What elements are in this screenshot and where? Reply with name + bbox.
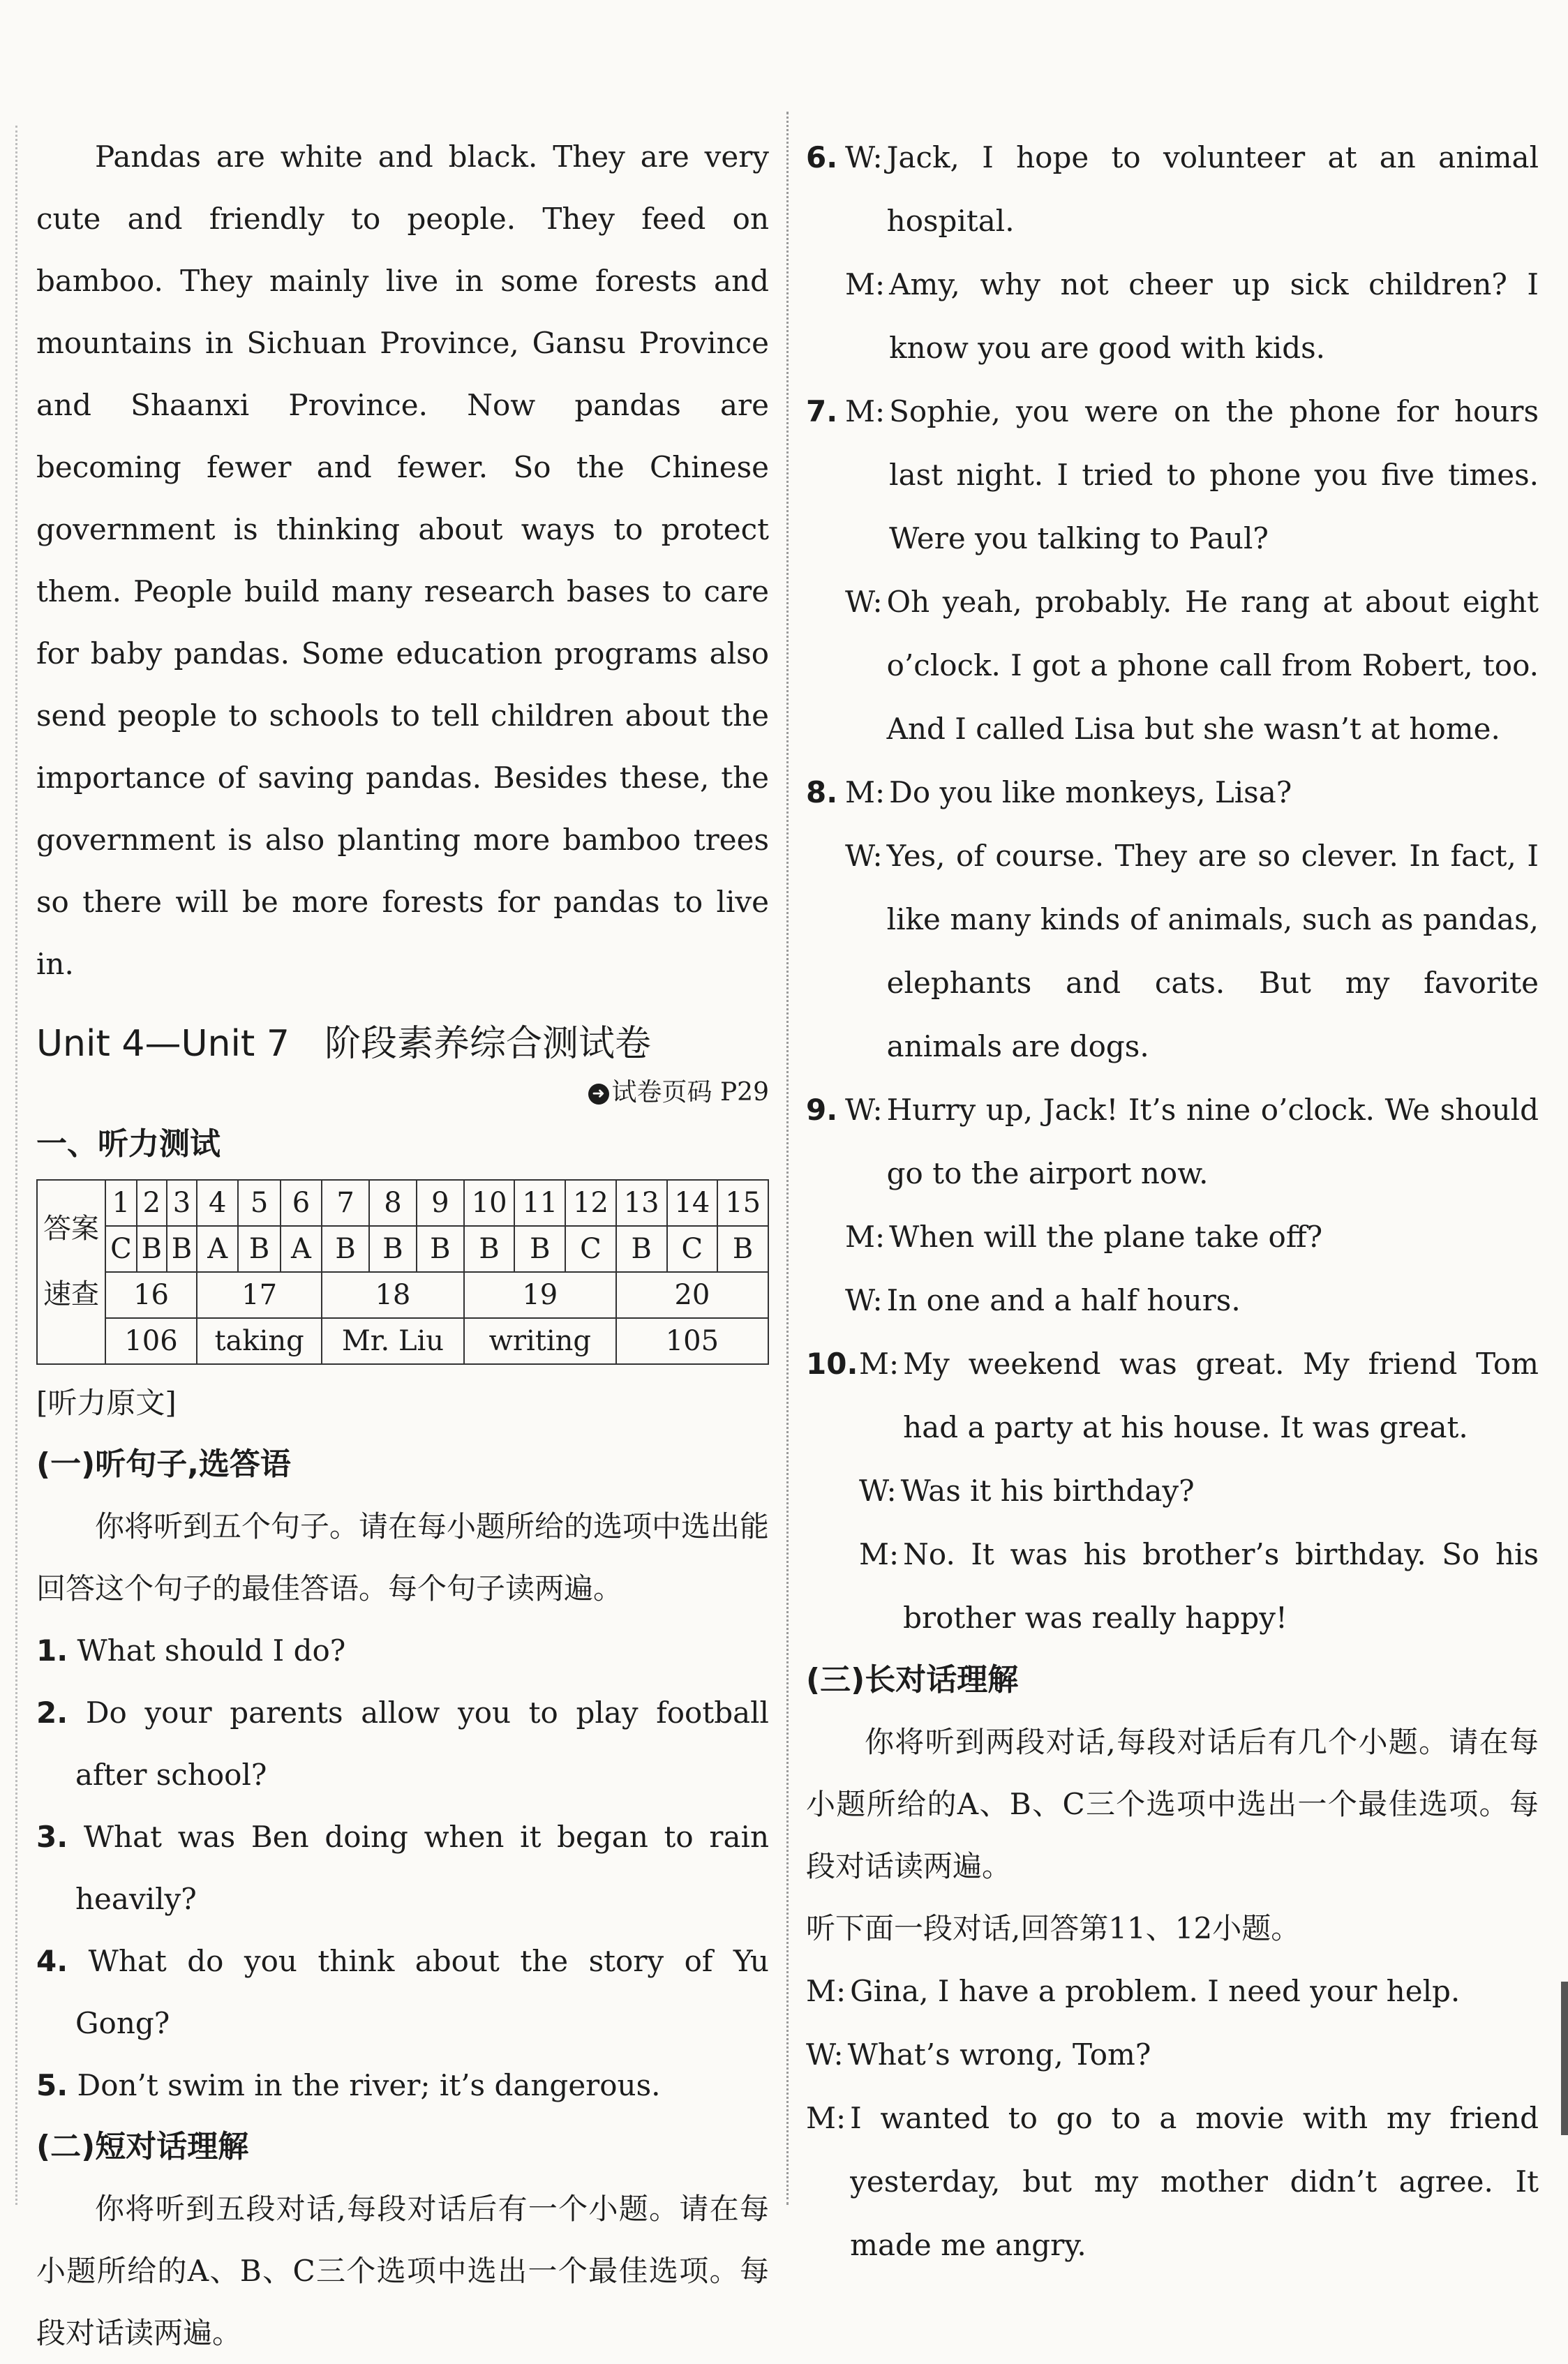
- table-cell: Mr. Liu: [322, 1318, 464, 1364]
- speaker-label: M:: [806, 2101, 846, 2135]
- dialogue-text: Oh yeah, probably. He rang at about eight o’clock. I got a phone call from Robert, too. And I called Lisa but she wasn’t at home.: [886, 585, 1539, 746]
- table-row: [37, 1272, 768, 1318]
- question-number: 8.: [806, 775, 838, 809]
- question-number: 4.: [36, 1944, 68, 1978]
- table-cell: A: [281, 1226, 322, 1272]
- left-margin-rule: [15, 126, 17, 2205]
- part2-heading: (二)短对话理解: [36, 2129, 249, 2164]
- dialogue-line: [806, 2023, 1539, 2086]
- speaker-label: W:: [859, 1474, 897, 1508]
- list-item: [36, 1682, 769, 1806]
- part3-subinstruction: 听下面一段对话,回答第11、12小题。: [806, 1911, 1301, 1945]
- table-cell: 106: [105, 1318, 197, 1364]
- left-column: [36, 126, 769, 2364]
- table-cell: 16: [105, 1272, 197, 1318]
- dialogue-text: What’s wrong, Tom?: [847, 2037, 1151, 2072]
- dialogue-line: [806, 824, 1539, 1078]
- dialogue-line: [806, 761, 1539, 824]
- speaker-label: M:: [845, 775, 886, 809]
- page-edge-tab: [1561, 1982, 1568, 2135]
- table-row: [37, 1226, 768, 1272]
- page-ref-text: 试卷页码 P29: [611, 1078, 769, 1107]
- question-number: 5.: [36, 2068, 68, 2102]
- right-column: [806, 126, 1539, 2277]
- section-heading-listening: 一、听力测试: [36, 1126, 221, 1162]
- speaker-label: W:: [845, 839, 883, 873]
- table-cell: B: [464, 1226, 515, 1272]
- dialogue-text: Was it his birthday?: [900, 1474, 1195, 1508]
- table-cell: C: [565, 1226, 616, 1272]
- spacer: [806, 1205, 845, 1269]
- table-cell: B: [514, 1226, 565, 1272]
- transcript-label: [听力原文]: [36, 1386, 177, 1420]
- question-text: What should I do?: [77, 1633, 346, 1668]
- speaker-label: M:: [845, 1220, 886, 1254]
- spacer: [806, 570, 845, 761]
- table-cell: B: [369, 1226, 417, 1272]
- table-cell: 15: [717, 1180, 768, 1226]
- part3-heading: (三)长对话理解: [806, 1662, 1019, 1698]
- question-number: 9.: [806, 1093, 838, 1127]
- dialogue-text: Jack, I hope to volunteer at an animal hospital.: [886, 140, 1539, 238]
- table-cell: 2: [137, 1180, 167, 1226]
- table-row: [37, 1318, 768, 1364]
- arrow-icon: ➜: [588, 1084, 609, 1105]
- dialogue-text: My weekend was great. My friend Tom had a party at his house. It was great.: [903, 1347, 1539, 1444]
- question-text: What do you think about the story of Yu Gong?: [75, 1944, 769, 2040]
- table-cell: 4: [197, 1180, 238, 1226]
- part2-instructions: 你将听到五段对话,每段对话后有一个小题。请在每小题所给的A、B、C三个选项中选出一个最佳选项。每段对话读两遍。: [36, 2192, 769, 2350]
- dialogue-text: Gina, I have a problem. I need your help.: [850, 1974, 1461, 2008]
- table-cell: 6: [281, 1180, 322, 1226]
- table-cell: 20: [616, 1272, 768, 1318]
- table-cell: B: [717, 1226, 768, 1272]
- speaker-label: W:: [845, 140, 883, 174]
- table-label-answer: 答案: [37, 1180, 105, 1272]
- dialogue-line: [806, 1459, 1539, 1523]
- speaker-label: M:: [845, 267, 886, 301]
- table-cell: taking: [197, 1318, 322, 1364]
- spacer: [806, 253, 845, 380]
- spacer: [806, 1269, 845, 1332]
- dialogue-line: [806, 1205, 1539, 1269]
- table-cell: B: [238, 1226, 280, 1272]
- table-cell: B: [417, 1226, 464, 1272]
- unit-subtitle: 阶段素养综合测试卷: [324, 1023, 651, 1065]
- dialogue-line: [806, 2086, 1539, 2277]
- spacer: [806, 1523, 859, 1649]
- unit-range: Unit 4—Unit 7: [36, 1023, 290, 1065]
- dialogue-line: [806, 1959, 1539, 2023]
- table-row: [37, 1180, 768, 1226]
- question-text: Do your parents allow you to play football after school?: [75, 1696, 769, 1792]
- table-cell: writing: [464, 1318, 616, 1364]
- speaker-label: M:: [806, 1974, 846, 2008]
- table-cell: C: [667, 1226, 718, 1272]
- dialogue-line: [806, 126, 1539, 253]
- question-number: 2.: [36, 1696, 68, 1730]
- table-cell: 105: [616, 1318, 768, 1364]
- unit-title: [36, 1016, 769, 1072]
- spacer: [806, 1459, 859, 1523]
- table-cell: 13: [616, 1180, 667, 1226]
- column-divider: [786, 112, 789, 2205]
- long-dialogue: [806, 1959, 1539, 2277]
- table-cell: A: [197, 1226, 238, 1272]
- spacer: [806, 824, 845, 1078]
- dialogue-line: [806, 253, 1539, 380]
- speaker-label: W:: [845, 585, 883, 619]
- dialogue-text: Amy, why not cheer up sick children? I know you are good with kids.: [889, 267, 1539, 365]
- table-cell: 17: [197, 1272, 322, 1318]
- table-cell: 5: [238, 1180, 280, 1226]
- dialogue-line: [806, 1078, 1539, 1205]
- list-item: [36, 1619, 769, 1682]
- dialogue-line: [806, 1269, 1539, 1332]
- speaker-label: W:: [845, 1283, 883, 1317]
- question-number: 6.: [806, 140, 838, 174]
- table-cell: 1: [105, 1180, 137, 1226]
- part1-heading: (一)听句子,选答语: [36, 1446, 291, 1482]
- table-cell: 8: [369, 1180, 417, 1226]
- table-cell: 19: [464, 1272, 616, 1318]
- table-cell: 18: [322, 1272, 464, 1318]
- speaker-label: M:: [859, 1347, 899, 1381]
- table-cell: B: [322, 1226, 369, 1272]
- dialogue-text: Sophie, you were on the phone for hours last night. I tried to phone you five times. Were you talking to Paul?: [889, 394, 1539, 555]
- list-item: [36, 2054, 769, 2116]
- table-label-quick: 速查: [37, 1272, 105, 1364]
- dialogue-text: In one and a half hours.: [886, 1283, 1241, 1317]
- part3-instructions: 你将听到两段对话,每段对话后有几个小题。请在每小题所给的A、B、C三个选项中选出一个最佳选项。每段对话读两遍。: [806, 1725, 1539, 1883]
- dialogue-text: Yes, of course. They are so clever. In fact, I like many kinds of animals, such as pandas, elephants and cats. But my favorite animals are dogs.: [886, 839, 1539, 1063]
- short-dialogues: [806, 126, 1539, 1649]
- list-item: [36, 1930, 769, 2054]
- dialogue-line: [806, 570, 1539, 761]
- speaker-label: M:: [859, 1537, 899, 1571]
- table-cell: C: [105, 1226, 137, 1272]
- part1-instructions: 你将听到五个句子。请在每小题所给的选项中选出能回答这个句子的最佳答语。每个句子读两遍。: [36, 1509, 770, 1606]
- list-item: [36, 1806, 769, 1930]
- table-cell: B: [616, 1226, 667, 1272]
- question-number: 3.: [36, 1820, 68, 1854]
- table-cell: 9: [417, 1180, 464, 1226]
- question-number: 1.: [36, 1633, 68, 1668]
- speaker-label: M:: [845, 394, 886, 428]
- table-cell: 14: [667, 1180, 718, 1226]
- dialogue-line: [806, 1332, 1539, 1459]
- dialogue-text: I wanted to go to a movie with my friend yesterday, but my mother didn’t agree. It made me angry.: [850, 2101, 1539, 2262]
- speaker-label: W:: [806, 2037, 844, 2072]
- question-list: [36, 1619, 769, 2116]
- question-number: 7.: [806, 394, 838, 428]
- dialogue-line: [806, 380, 1539, 570]
- question-text: Don’t swim in the river; it’s dangerous.: [77, 2068, 661, 2102]
- table-cell: 3: [167, 1180, 197, 1226]
- dialogue-text: No. It was his brother’s birthday. So his brother was really happy!: [903, 1537, 1539, 1635]
- answer-table: [36, 1179, 769, 1365]
- table-cell: 10: [464, 1180, 515, 1226]
- question-number: 10.: [806, 1347, 858, 1381]
- dialogue-line: [806, 1523, 1539, 1649]
- speaker-label: W:: [845, 1093, 883, 1127]
- table-cell: B: [167, 1226, 197, 1272]
- table-cell: 12: [565, 1180, 616, 1226]
- dialogue-text: When will the plane take off?: [889, 1220, 1323, 1254]
- dialogue-text: Do you like monkeys, Lisa?: [889, 775, 1292, 809]
- question-text: What was Ben doing when it began to rain heavily?: [75, 1820, 769, 1916]
- page-reference: [36, 1072, 769, 1114]
- table-cell: 7: [322, 1180, 369, 1226]
- dialogue-text: Hurry up, Jack! It’s nine o’clock. We should go to the airport now.: [886, 1093, 1539, 1190]
- table-cell: 11: [514, 1180, 565, 1226]
- intro-paragraph: Pandas are white and black. They are very cute and friendly to people. They feed on bamboo. They mainly live in some forests and mountains in Sichuan Province, Gansu Province and Shaanxi Province. Now pandas are becoming fewer and fewer. So the Chinese government is thinking about ways to protect them. People build many research bases to care for baby pandas. Some education programs also send people to schools to tell children about the importance of saving pandas. Besides these, the government is also planting more bamboo trees so there will be more forests for pandas to live in.: [36, 140, 769, 981]
- table-cell: B: [137, 1226, 167, 1272]
